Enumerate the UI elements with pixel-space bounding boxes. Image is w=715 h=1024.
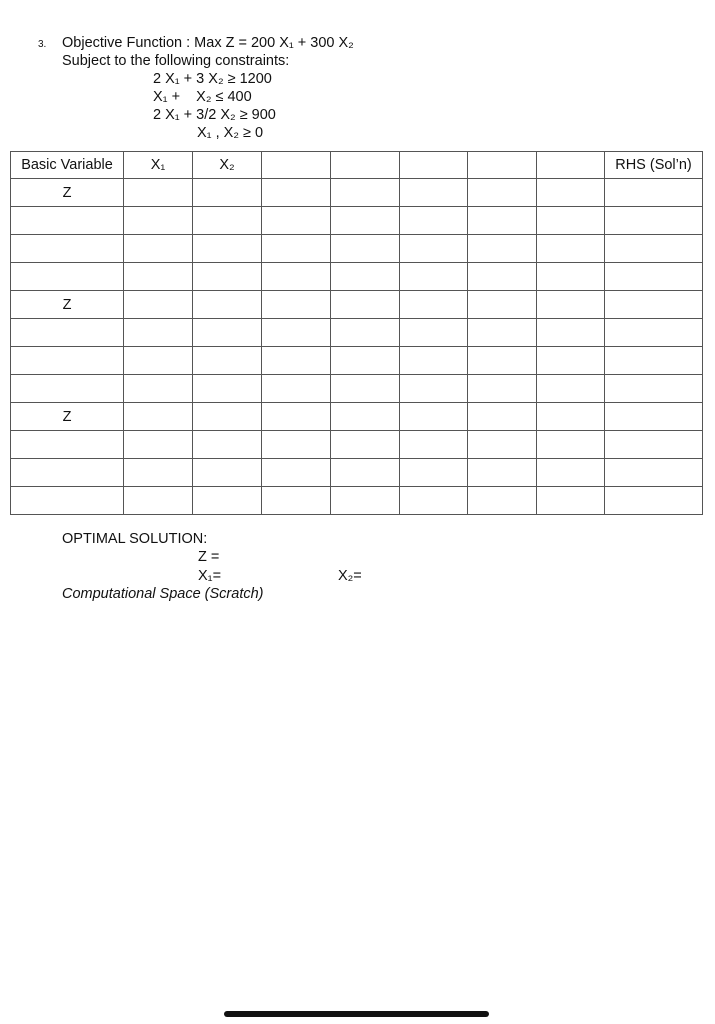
- tableau-cell: [468, 459, 537, 487]
- tableau-cell: [124, 459, 193, 487]
- tableau-cell: [124, 431, 193, 459]
- tableau-cell: [331, 291, 400, 319]
- tableau-cell: [124, 179, 193, 207]
- tableau-cell: [124, 235, 193, 263]
- tableau-cell: [331, 207, 400, 235]
- subject-to-label: Subject to the following constraints:: [62, 53, 290, 69]
- basic-variable-cell: [11, 319, 124, 347]
- tableau-cell: [468, 263, 537, 291]
- tableau-cell: [262, 319, 331, 347]
- tableau-cell: [331, 235, 400, 263]
- tableau-cell: [605, 263, 703, 291]
- header-x2: X₂: [193, 152, 262, 179]
- tableau-cell: [537, 487, 605, 515]
- tableau-cell: [193, 291, 262, 319]
- tableau-cell: [605, 291, 703, 319]
- tableau-cell: [468, 291, 537, 319]
- tableau-cell: [605, 207, 703, 235]
- tableau-cell: [400, 487, 468, 515]
- tableau-cell: [400, 291, 468, 319]
- tableau-row: [11, 375, 703, 403]
- tableau-row: [11, 487, 703, 515]
- optimal-x2-label: X₂=: [338, 568, 362, 584]
- tableau-cell: [331, 403, 400, 431]
- tableau-cell: [468, 375, 537, 403]
- tableau-row: [11, 235, 703, 263]
- tableau-cell: [124, 375, 193, 403]
- tableau-cell: [331, 263, 400, 291]
- tableau-cell: [537, 291, 605, 319]
- tableau-row: [11, 319, 703, 347]
- tableau-cell: [193, 487, 262, 515]
- tableau-cell: [605, 431, 703, 459]
- tableau-cell: [193, 263, 262, 291]
- header-rhs: RHS (Sol’n): [605, 152, 703, 179]
- tableau-cell: [537, 263, 605, 291]
- tableau-cell: [468, 207, 537, 235]
- tableau-cell: [400, 263, 468, 291]
- home-indicator[interactable]: [224, 1011, 489, 1017]
- tableau-cell: [262, 291, 331, 319]
- tableau-cell: [331, 459, 400, 487]
- tableau-cell: [468, 487, 537, 515]
- tableau-cell: [193, 347, 262, 375]
- basic-variable-cell: [11, 487, 124, 515]
- tableau-cell: [124, 319, 193, 347]
- tableau-cell: [331, 179, 400, 207]
- optimal-solution-title: OPTIMAL SOLUTION:: [62, 531, 208, 547]
- tableau-row: [11, 431, 703, 459]
- scratch-space-label: Computational Space (Scratch): [62, 586, 264, 602]
- tableau-cell: [262, 347, 331, 375]
- tableau-cell: [537, 207, 605, 235]
- tableau-cell: [468, 347, 537, 375]
- tableau-cell: [193, 375, 262, 403]
- header-blank: [400, 152, 468, 179]
- tableau-cell: [605, 319, 703, 347]
- tableau-cell: [331, 319, 400, 347]
- tableau-header-row: [11, 152, 703, 179]
- problem-number: 3.: [38, 39, 47, 50]
- basic-variable-cell: [11, 347, 124, 375]
- tableau-cell: [605, 403, 703, 431]
- tableau-cell: [124, 263, 193, 291]
- optimal-x1-label: X₁=: [198, 568, 222, 584]
- tableau-cell: [193, 235, 262, 263]
- simplex-tableau: [10, 151, 703, 515]
- tableau-cell: [537, 375, 605, 403]
- nonnegativity-constraint: X₁ , X₂ ≥ 0: [197, 125, 264, 141]
- tableau-cell: [400, 207, 468, 235]
- tableau-cell: [605, 487, 703, 515]
- tableau-cell: [193, 207, 262, 235]
- tableau-cell: [537, 403, 605, 431]
- header-x1: X₁: [124, 152, 193, 179]
- tableau-cell: [124, 291, 193, 319]
- tableau-cell: [400, 403, 468, 431]
- tableau-cell: [537, 319, 605, 347]
- tableau-row: [11, 291, 703, 319]
- tableau-cell: [262, 487, 331, 515]
- basic-variable-cell: [11, 375, 124, 403]
- tableau-cell: [262, 179, 331, 207]
- tableau-cell: [262, 235, 331, 263]
- tableau-cell: [262, 263, 331, 291]
- tableau-cell: [331, 347, 400, 375]
- basic-variable-cell: Z: [11, 179, 124, 207]
- basic-variable-cell: [11, 459, 124, 487]
- basic-variable-cell: [11, 263, 124, 291]
- constraint-1: 2 X₁ + 3 X₂ ≥ 1200: [153, 71, 272, 87]
- tableau-cell: [468, 319, 537, 347]
- tableau-cell: [537, 235, 605, 263]
- tableau-row: [11, 403, 703, 431]
- tableau-cell: [400, 319, 468, 347]
- tableau-cell: [605, 347, 703, 375]
- tableau-cell: [400, 431, 468, 459]
- tableau-cell: [124, 207, 193, 235]
- header-blank: [468, 152, 537, 179]
- tableau-row: [11, 459, 703, 487]
- tableau-row: [11, 347, 703, 375]
- header-basic-variable: Basic Variable: [11, 152, 124, 179]
- tableau-cell: [331, 375, 400, 403]
- tableau-cell: [124, 347, 193, 375]
- basic-variable-cell: [11, 431, 124, 459]
- header-blank: [537, 152, 605, 179]
- header-blank: [262, 152, 331, 179]
- tableau-cell: [468, 431, 537, 459]
- tableau-cell: [468, 235, 537, 263]
- tableau-cell: [400, 459, 468, 487]
- tableau-cell: [193, 179, 262, 207]
- optimal-z-label: Z =: [198, 549, 220, 565]
- tableau-cell: [124, 403, 193, 431]
- tableau-cell: [537, 179, 605, 207]
- tableau-cell: [400, 347, 468, 375]
- basic-variable-cell: Z: [11, 403, 124, 431]
- tableau-cell: [331, 431, 400, 459]
- tableau-cell: [193, 319, 262, 347]
- tableau-cell: [400, 179, 468, 207]
- tableau-cell: [605, 235, 703, 263]
- tableau-cell: [262, 207, 331, 235]
- tableau-cell: [605, 375, 703, 403]
- tableau-cell: [262, 403, 331, 431]
- tableau-cell: [468, 179, 537, 207]
- header-blank: [331, 152, 400, 179]
- tableau-row: [11, 179, 703, 207]
- tableau-row: [11, 263, 703, 291]
- tableau-cell: [468, 403, 537, 431]
- tableau-cell: [605, 179, 703, 207]
- tableau-cell: [193, 403, 262, 431]
- tableau-cell: [262, 375, 331, 403]
- tableau-cell: [262, 431, 331, 459]
- tableau-cell: [537, 459, 605, 487]
- tableau-cell: [262, 459, 331, 487]
- tableau-cell: [605, 459, 703, 487]
- constraint-2: X₁ + X₂ ≤ 400: [153, 89, 252, 105]
- objective-function: Objective Function : Max Z = 200 X₁ + 300 X₂: [62, 35, 354, 51]
- tableau-cell: [400, 235, 468, 263]
- tableau-cell: [193, 431, 262, 459]
- tableau-cell: [124, 487, 193, 515]
- tableau-cell: [537, 347, 605, 375]
- basic-variable-cell: [11, 207, 124, 235]
- basic-variable-cell: [11, 235, 124, 263]
- basic-variable-cell: Z: [11, 291, 124, 319]
- constraint-3: 2 X₁ + 3/2 X₂ ≥ 900: [153, 107, 276, 123]
- tableau-cell: [400, 375, 468, 403]
- tableau-cell: [193, 459, 262, 487]
- tableau-cell: [331, 487, 400, 515]
- tableau-cell: [537, 431, 605, 459]
- tableau-row: [11, 207, 703, 235]
